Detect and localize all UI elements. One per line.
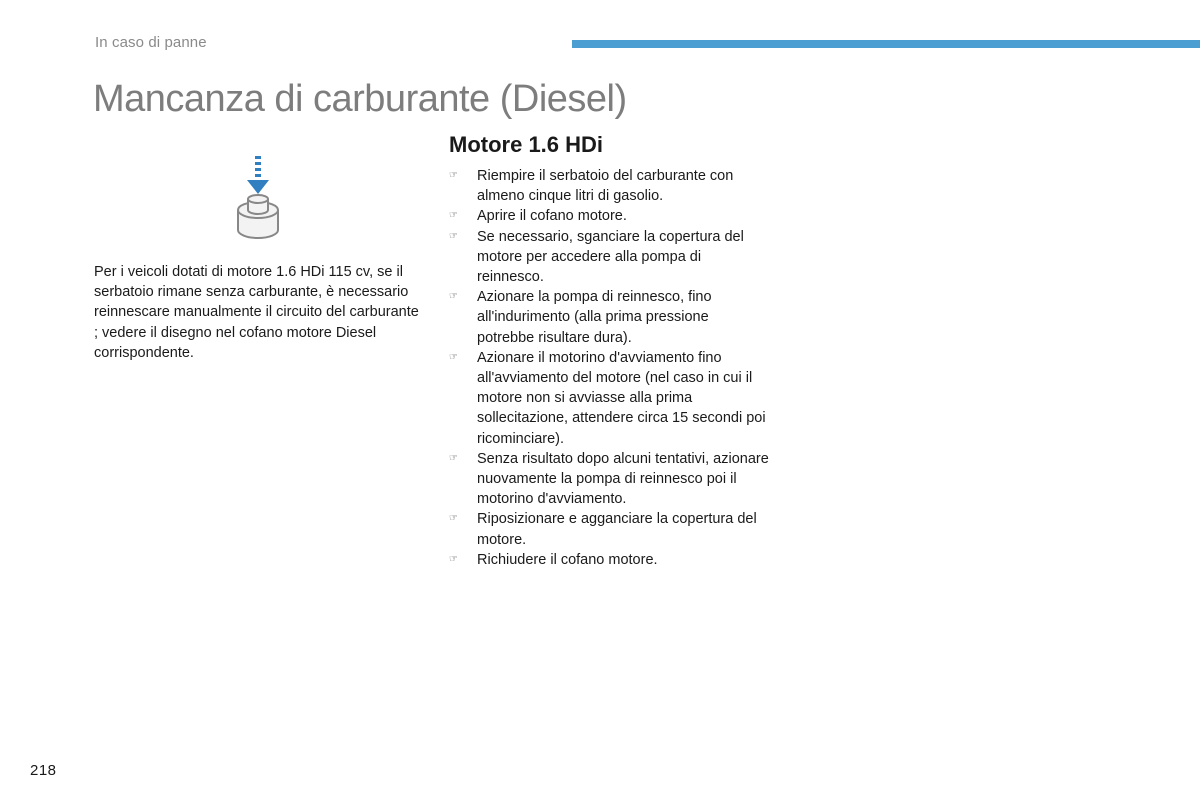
list-item <box>449 287 769 348</box>
priming-arrow-icon <box>247 156 269 194</box>
list-item <box>449 348 769 449</box>
page-title: Mancanza di carburante (Diesel) <box>93 78 627 120</box>
step-text: Azionare il motorino d'avviamento fino all'avviamento del motore (nel caso in cui il motore non si avviasse alla prima sollecitazione, attendere circa 15 secondi poi ricominciare). <box>477 349 766 447</box>
pointing-hand-icon: ☞ <box>449 452 458 464</box>
list-item <box>449 509 769 549</box>
list-item <box>449 449 769 510</box>
list-item <box>449 227 769 288</box>
page-number: 218 <box>30 762 57 779</box>
pointing-hand-icon: ☞ <box>449 230 458 242</box>
fuel-priming-pump-icon <box>226 152 290 248</box>
pointing-hand-icon: ☞ <box>449 170 458 181</box>
step-text: Se necessario, sganciare la copertura del motore per accedere alla pompa di reinnesco. <box>477 228 744 286</box>
list-item <box>449 206 769 226</box>
section-label: In caso di panne <box>95 34 207 51</box>
pointing-hand-icon: ☞ <box>449 513 458 525</box>
step-text: Riposizionare e agganciare la copertura del motore. <box>477 511 757 548</box>
pointing-hand-icon: ☞ <box>449 210 458 222</box>
pump-body-icon <box>238 195 278 238</box>
step-text: Aprire il cofano motore. <box>477 208 627 225</box>
header-rule <box>572 40 1200 48</box>
pointing-hand-icon: ☞ <box>449 291 458 303</box>
intro-paragraph: Per i veicoli dotati di motore 1.6 HDi 115 cv, se il serbatoio rimane senza carburante, è necessario reinnescare manualmente il circuito del carburante ; vedere il disegno nel cofano motore Diesel corrispondente. <box>94 264 419 361</box>
step-text: Riempire il serbatoio del carburante con almeno cinque litri di gasolio. <box>477 168 734 205</box>
step-text: Richiudere il cofano motore. <box>477 551 658 568</box>
pointing-hand-icon: ☞ <box>449 351 458 363</box>
subsection-title: Motore 1.6 HDi <box>449 132 604 157</box>
step-text: Azionare la pompa di reinnesco, fino all'indurimento (alla prima pressione potrebbe risultare dura). <box>477 289 712 346</box>
list-item <box>449 166 769 206</box>
pointing-hand-icon: ☞ <box>449 553 458 565</box>
list-item <box>449 550 769 570</box>
procedure-steps <box>449 166 769 570</box>
step-text: Senza risultato dopo alcuni tentativi, azionare nuovamente la pompa di reinnesco poi il motorino d'avviamento. <box>477 450 769 508</box>
